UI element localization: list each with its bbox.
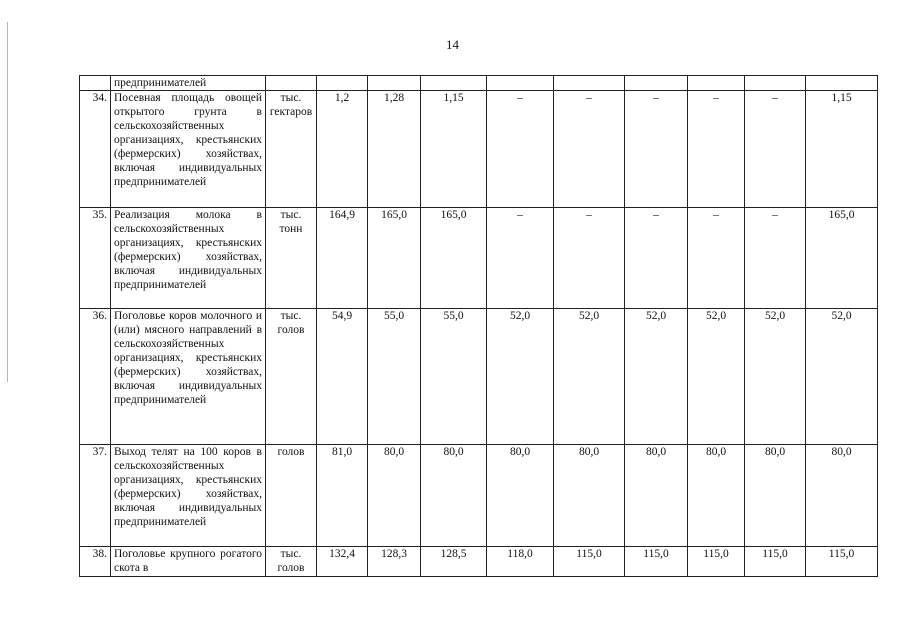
row-label-cell: предпринимателей bbox=[111, 76, 266, 91]
table-row-continuation bbox=[80, 76, 878, 91]
value-cell: – bbox=[625, 208, 688, 309]
value-cell: 115,0 bbox=[806, 547, 878, 577]
value-cell: 54,9 bbox=[317, 309, 368, 445]
value-cell: 52,0 bbox=[487, 309, 554, 445]
value-cell bbox=[317, 76, 368, 91]
value-cell: 80,0 bbox=[487, 445, 554, 547]
value-cell bbox=[421, 76, 487, 91]
value-cell: 52,0 bbox=[554, 309, 625, 445]
value-cell bbox=[745, 76, 806, 91]
row-number-cell: 35. bbox=[80, 208, 111, 309]
value-cell: – bbox=[554, 91, 625, 208]
value-cell: 165,0 bbox=[806, 208, 878, 309]
value-cell: 80,0 bbox=[554, 445, 625, 547]
row-label-cell: Реализация молока в сельскохозяйственных организациях, крестьянских (фермерских) хозяйствах, включая индивидуальных предпринимателей bbox=[111, 208, 266, 309]
value-cell: 115,0 bbox=[625, 547, 688, 577]
value-cell: 128,5 bbox=[421, 547, 487, 577]
unit-cell bbox=[266, 76, 317, 91]
value-cell: 132,4 bbox=[317, 547, 368, 577]
value-cell: 80,0 bbox=[806, 445, 878, 547]
value-cell: 118,0 bbox=[487, 547, 554, 577]
table-row bbox=[80, 445, 878, 547]
page-number: 14 bbox=[446, 37, 459, 52]
value-cell: 128,3 bbox=[368, 547, 421, 577]
row-number-cell: 37. bbox=[80, 445, 111, 547]
unit-cell: голов bbox=[266, 445, 317, 547]
table-row bbox=[80, 208, 878, 309]
value-cell bbox=[487, 76, 554, 91]
value-cell bbox=[688, 76, 745, 91]
value-cell bbox=[368, 76, 421, 91]
table-row bbox=[80, 547, 878, 577]
value-cell bbox=[806, 76, 878, 91]
value-cell: 115,0 bbox=[745, 547, 806, 577]
table-row bbox=[80, 91, 878, 208]
value-cell: 115,0 bbox=[688, 547, 745, 577]
unit-cell: тыс. тонн bbox=[266, 208, 317, 309]
row-label-cell: Выход телят на 100 коров в сельскохозяйственных организациях, крестьянских (фермерских) хозяйствах, включая индивидуальных предпринимателей bbox=[111, 445, 266, 547]
value-cell: 80,0 bbox=[625, 445, 688, 547]
value-cell: 165,0 bbox=[368, 208, 421, 309]
row-number-cell: 34. bbox=[80, 91, 111, 208]
row-label-cell: Поголовье крупного рогатого скота в bbox=[111, 547, 266, 577]
row-number-cell: 38. bbox=[80, 547, 111, 577]
value-cell: 52,0 bbox=[625, 309, 688, 445]
value-cell: 1,28 bbox=[368, 91, 421, 208]
unit-cell: тыс. голов bbox=[266, 547, 317, 577]
value-cell: 1,2 bbox=[317, 91, 368, 208]
unit-cell: тыс. гектаров bbox=[266, 91, 317, 208]
value-cell: 164,9 bbox=[317, 208, 368, 309]
value-cell: 80,0 bbox=[421, 445, 487, 547]
unit-cell: тыс. голов bbox=[266, 309, 317, 445]
indicators-table bbox=[79, 75, 878, 577]
value-cell: 80,0 bbox=[745, 445, 806, 547]
value-cell: 55,0 bbox=[421, 309, 487, 445]
row-label-cell: Посевная площадь овощей открытого грунта в сельскохозяйственных организациях, крестьянских (фермерских) хозяйствах, включая индивидуальных предпринимателей bbox=[111, 91, 266, 208]
value-cell: 55,0 bbox=[368, 309, 421, 445]
value-cell: 52,0 bbox=[688, 309, 745, 445]
value-cell bbox=[554, 76, 625, 91]
value-cell: 115,0 bbox=[554, 547, 625, 577]
row-number-cell: 36. bbox=[80, 309, 111, 445]
value-cell bbox=[625, 76, 688, 91]
value-cell: – bbox=[554, 208, 625, 309]
value-cell: – bbox=[745, 91, 806, 208]
table-row bbox=[80, 309, 878, 445]
value-cell: 81,0 bbox=[317, 445, 368, 547]
value-cell: – bbox=[487, 208, 554, 309]
page-margin-line bbox=[7, 22, 8, 382]
value-cell: 1,15 bbox=[806, 91, 878, 208]
value-cell: – bbox=[745, 208, 806, 309]
value-cell: 1,15 bbox=[421, 91, 487, 208]
value-cell: – bbox=[688, 208, 745, 309]
value-cell: 80,0 bbox=[688, 445, 745, 547]
value-cell: – bbox=[487, 91, 554, 208]
row-number-cell bbox=[80, 76, 111, 91]
value-cell: 52,0 bbox=[745, 309, 806, 445]
value-cell: – bbox=[625, 91, 688, 208]
row-label-cell: Поголовье коров молочного и (или) мясного направлений в сельскохозяйственных организациях, крестьянских (фермерских) хозяйствах, включая индивидуальных предпринимателей bbox=[111, 309, 266, 445]
value-cell: – bbox=[688, 91, 745, 208]
value-cell: 52,0 bbox=[806, 309, 878, 445]
value-cell: 80,0 bbox=[368, 445, 421, 547]
value-cell: 165,0 bbox=[421, 208, 487, 309]
